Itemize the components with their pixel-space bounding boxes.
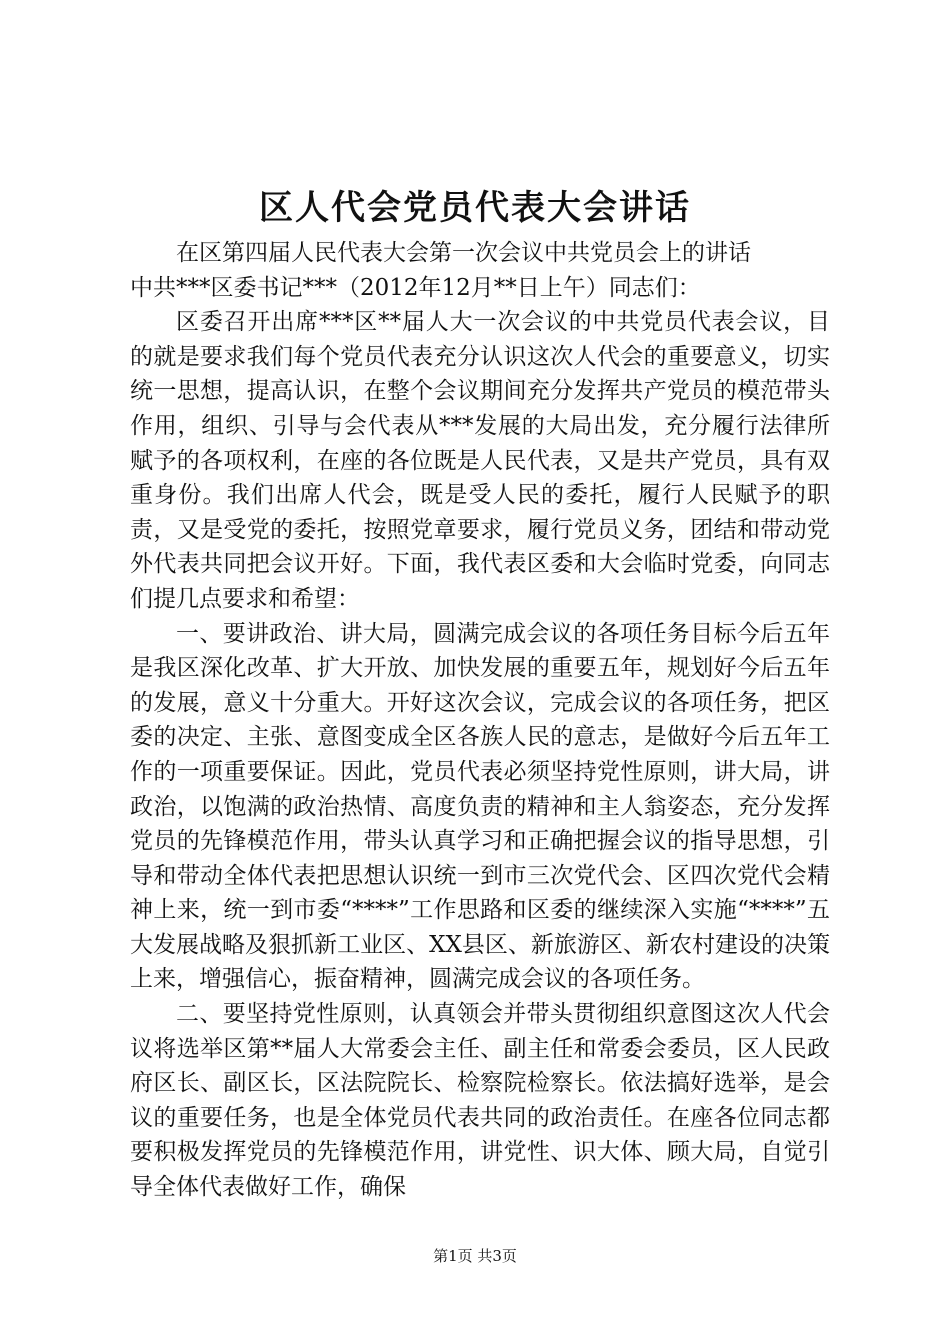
document-title: 区人代会党员代表大会讲话 — [259, 188, 691, 228]
paragraph-speaker: 中共***区委书记***（2012年12月**日上午）同志们： — [130, 274, 701, 301]
paragraph-subtitle: 在区第四届人民代表大会第一次会议中共党员会上的讲话 — [176, 240, 751, 266]
paragraph-point-two: 二、要坚持党性原则，认真领会并带头贯彻组织意图这次人代会议将选举区第**届人大常委会主任、副主任和常委会委员，区人民政府区长、副区长，区法院院长、检察院检察长。依法搞好选举，是会议的重要任务，也是全体党员代表共同的政治责任。在座各位同志都要积极发挥党员的先锋模范作用，讲党性、识大体、顾大局，自觉引导全体代表做好工作，确保 — [130, 1001, 830, 1201]
paragraph-intro: 区委召开出席***区**届人大一次会议的中共党员代表会议，目的就是要求我们每个党员代表充分认识这次人代会的重要意义，切实统一思想，提高认识，在整个会议期间充分发挥共产党员的模范带头作用，组织、引导与会代表从***发展的大局出发，充分履行法律所赋予的各项权利，在座的各位既是人民代表，又是共产党员，具有双重身份。我们出席人代会，既是受人民的委托，履行人民赋予的职责，又是受党的委托，按照党章要求，履行党员义务，团结和带动党外代表共同把会议开好。下面，我代表区委和大会临时党委，向同志们提几点要求和希望： — [130, 309, 830, 612]
paragraph-point-one: 一、要讲政治、讲大局，圆满完成会议的各项任务目标今后五年是我区深化改革、扩大开放、加快发展的重要五年，规划好今后五年的发展，意义十分重大。开好这次会议，完成会议的各项任务，把区委的决定、主张、意图变成全区各族人民的意志，是做好今后五年工作的一项重要保证。因此，党员代表必须坚持党性原则，讲大局，讲政治，以饱满的政治热情、高度负责的精神和主人翁姿态，充分发挥党员的先锋模范作用，带头认真学习和正确把握会议的指导思想，引导和带动全体代表把思想认识统一到市三次党代会、区四次党代会精神上来，统一到市委“****”工作思路和区委的继续深入实施“****”五大发展战略及狠抓新工业区、XX县区、新旅游区、新农村建设的决策上来，增强信心，振奋精神，圆满完成会议的各项任务。 — [130, 620, 830, 993]
document-body — [130, 236, 830, 1205]
page-number-footer: 第1页 共3页 — [433, 1247, 517, 1265]
